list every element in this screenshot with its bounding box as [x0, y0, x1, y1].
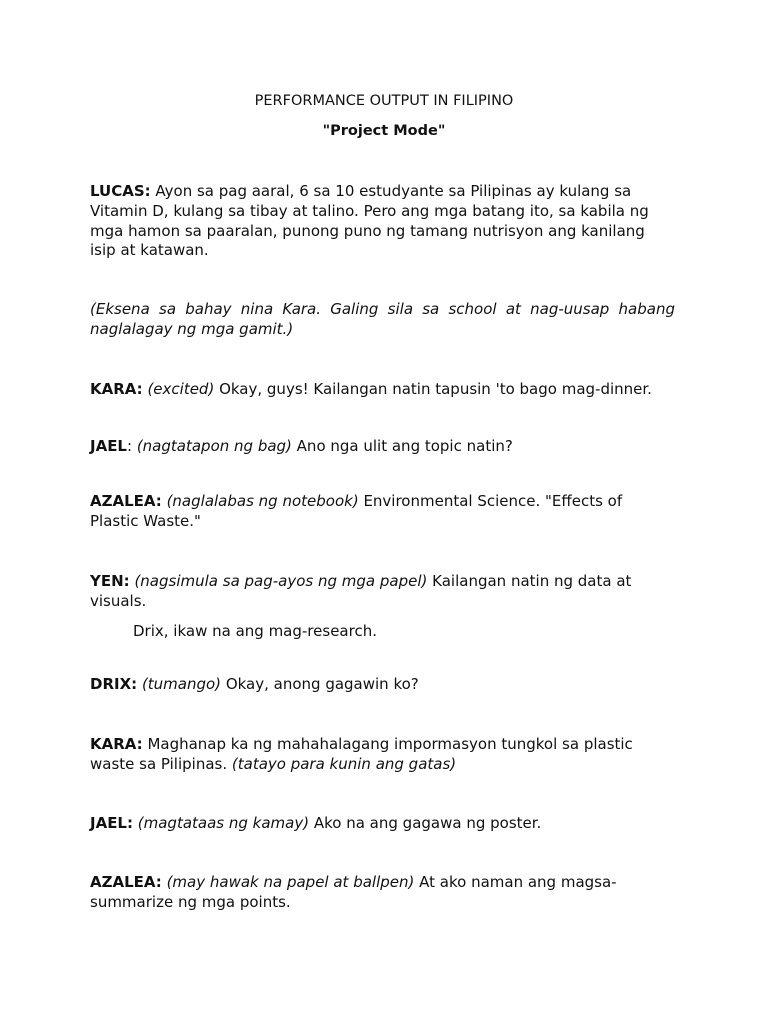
speaker-label: KARA: — [90, 380, 143, 398]
document-subtitle: "Project Mode" — [322, 123, 446, 139]
speaker-label: AZALEA: — [90, 873, 162, 891]
speaker-colon: : — [127, 437, 137, 455]
speaker-label: JAEL: — [90, 814, 133, 832]
speaker-label: YEN: — [90, 572, 130, 590]
speaker-label: JAEL — [90, 437, 127, 455]
jael-line-1 — [90, 437, 675, 457]
scene-direction: (Eksena sa bahay nina Kara. Galing sila sa school at nag-uusap habang naglalagay ng mga gamit.) — [90, 300, 675, 338]
stage-direction: (excited) — [147, 380, 215, 398]
lucas-line — [90, 182, 675, 261]
yen-line — [90, 572, 675, 612]
dialogue-text: Maghanap ka ng mahahalagang impormasyon tungkol sa plastic waste sa Pilipinas. — [90, 735, 633, 773]
speaker-label: DRIX: — [90, 675, 138, 693]
stage-direction: (naglalabas ng notebook) — [166, 492, 359, 510]
dialogue-text: Okay, anong gagawin ko? — [221, 675, 419, 693]
speaker-label: AZALEA: — [90, 492, 162, 510]
dialogue-text: Environmental Science. "Effects of Plastic Waste." — [90, 492, 623, 530]
dialogue-text: Ano nga ulit ang topic natin? — [291, 437, 513, 455]
document-title: PERFORMANCE OUTPUT IN FILIPINO — [254, 93, 514, 109]
stage-direction: (may hawak na papel at ballpen) — [166, 873, 415, 891]
stage-direction: (nagsimula sa pag-ayos ng mga papel) — [134, 572, 428, 590]
stage-direction: (magtataas ng kamay) — [137, 814, 310, 832]
stage-direction: (tumango) — [141, 675, 222, 693]
dialogue-text: At ako naman ang magsa-summarize ng mga points. — [90, 873, 617, 911]
kara-line-1 — [90, 380, 675, 400]
azalea-line-1 — [90, 492, 675, 532]
drix-line — [90, 675, 675, 695]
dialogue-text: Kailangan natin ng data at visuals. — [90, 572, 632, 610]
jael-line-2 — [90, 814, 675, 834]
speaker-label: LUCAS: — [90, 182, 151, 200]
yen-line-continuation: Drix, ikaw na ang mag-research. — [133, 622, 377, 640]
azalea-line-2 — [90, 873, 675, 913]
dialogue-text: Ayon sa pag aaral, 6 sa 10 estudyante sa Pilipinas ay kulang sa Vitamin D, kulang sa tibay at talino. Pero ang mga batang ito, sa kabila ng mga hamon sa paaralan, punong puno ng tamang nutrisyon ang kanilang isip at katawan. — [90, 182, 649, 260]
dialogue-text: Ako na ang gagawa ng poster. — [309, 814, 542, 832]
kara-line-2 — [90, 735, 675, 775]
speaker-label: KARA: — [90, 735, 143, 753]
stage-direction: (nagtatapon ng bag) — [136, 437, 292, 455]
stage-direction: (tatayo para kunin ang gatas) — [231, 754, 457, 773]
dialogue-text: Okay, guys! Kailangan natin tapusin 'to bago mag-dinner. — [214, 380, 652, 398]
